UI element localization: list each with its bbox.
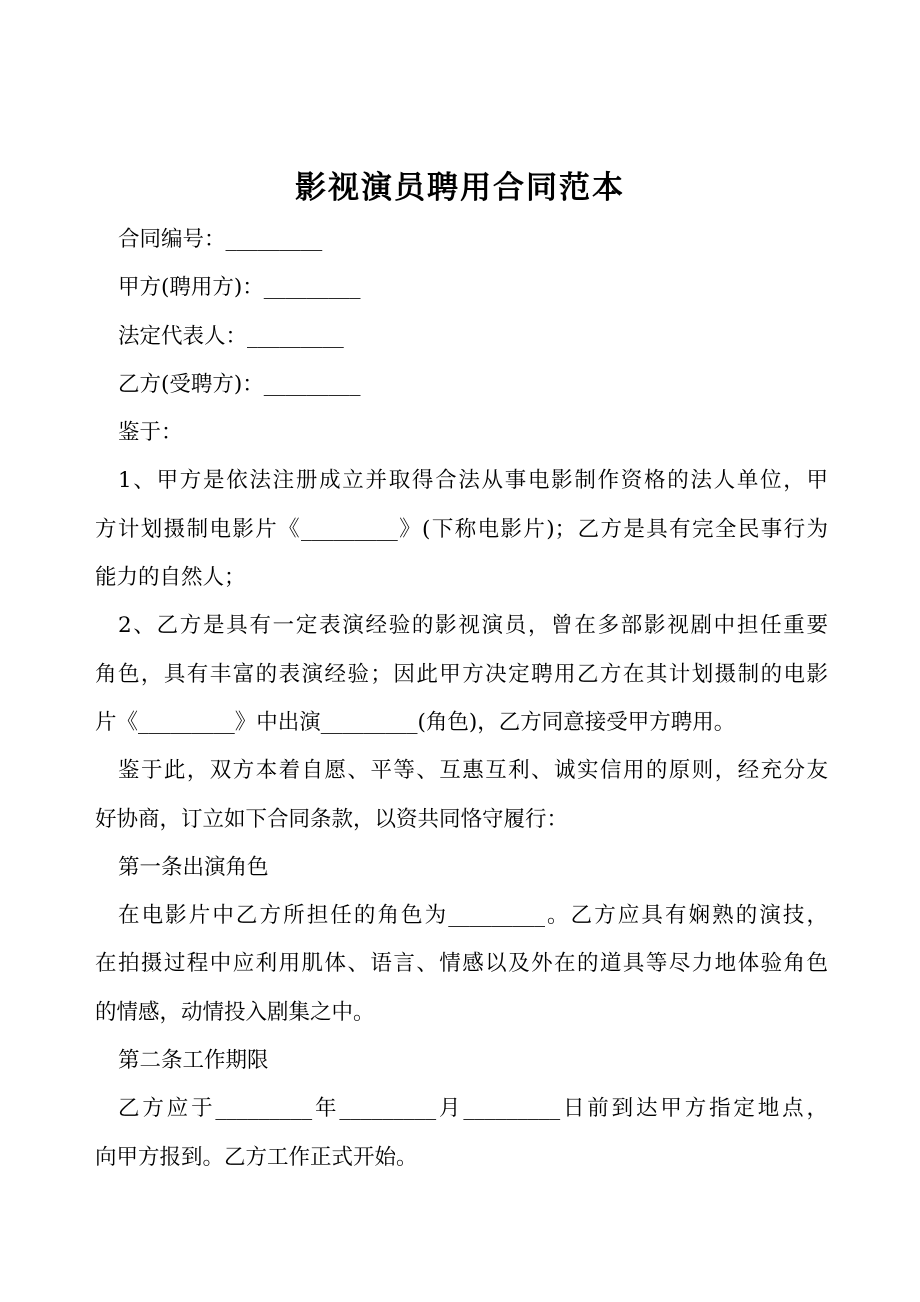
paragraph — [95, 216, 828, 264]
paragraph-line: 第一条出演角色 — [118, 854, 269, 880]
paragraph — [95, 1037, 828, 1085]
paragraph — [95, 602, 828, 747]
paragraph-line: 鉴于： — [118, 420, 183, 446]
paragraph-line: 片《_________》中出演_________(角色)，乙方同意接受甲方聘用。 — [95, 709, 736, 735]
paragraph — [95, 264, 828, 312]
paragraph — [95, 1085, 828, 1182]
paragraph-line: 的情感，动情投入剧集之中。 — [95, 999, 375, 1025]
paragraph-line: 2、乙方是具有一定表演经验的影视演员，曾在多部影视剧中担任重要 — [118, 613, 828, 639]
paragraph-line: 合同编号：_________ — [118, 227, 323, 252]
paragraph-line: 好协商，订立如下合同条款，以资共同恪守履行： — [95, 806, 569, 832]
paragraph — [95, 361, 828, 409]
paragraph — [95, 409, 828, 457]
paragraph — [95, 313, 828, 361]
paragraph-line: 向甲方报到。乙方工作正式开始。 — [95, 1144, 418, 1170]
paragraph-line: 第二条工作期限 — [118, 1048, 269, 1074]
paragraph-line: 方计划摄制电影片《_________》(下称电影片)；乙方是具有完全民事行为 — [95, 516, 828, 542]
paragraph — [95, 892, 828, 1037]
paragraph — [95, 844, 828, 892]
paragraph-line: 在电影片中乙方所担任的角色为_________。乙方应具有娴熟的演技， — [118, 903, 828, 929]
paragraph-line: 在拍摄过程中应利用肌体、语言、情感以及外在的道具等尽力地体验角色 — [95, 951, 828, 977]
document-body — [95, 216, 828, 1182]
paragraph-line: 法定代表人：_________ — [118, 323, 344, 349]
paragraph-line: 能力的自然人； — [95, 565, 246, 591]
paragraph-line: 乙方(受聘方)：_________ — [118, 371, 361, 397]
paragraph-line: 1、甲方是依法注册成立并取得合法从事电影制作资格的法人单位，甲 — [118, 468, 828, 494]
paragraph-line: 甲方(聘用方)：_________ — [118, 275, 361, 301]
paragraph — [95, 747, 828, 844]
paragraph-line: 鉴于此，双方本着自愿、平等、互惠互利、诚实信用的原则，经充分友 — [118, 758, 828, 784]
document-title: 影视演员聘用合同范本 — [295, 170, 625, 206]
paragraph-line: 角色，具有丰富的表演经验；因此甲方决定聘用乙方在其计划摄制的电影 — [95, 661, 828, 687]
paragraph — [95, 457, 828, 602]
paragraph-line: 乙方应于_________年_________月_________日前到达甲方指定地点， — [118, 1096, 828, 1122]
